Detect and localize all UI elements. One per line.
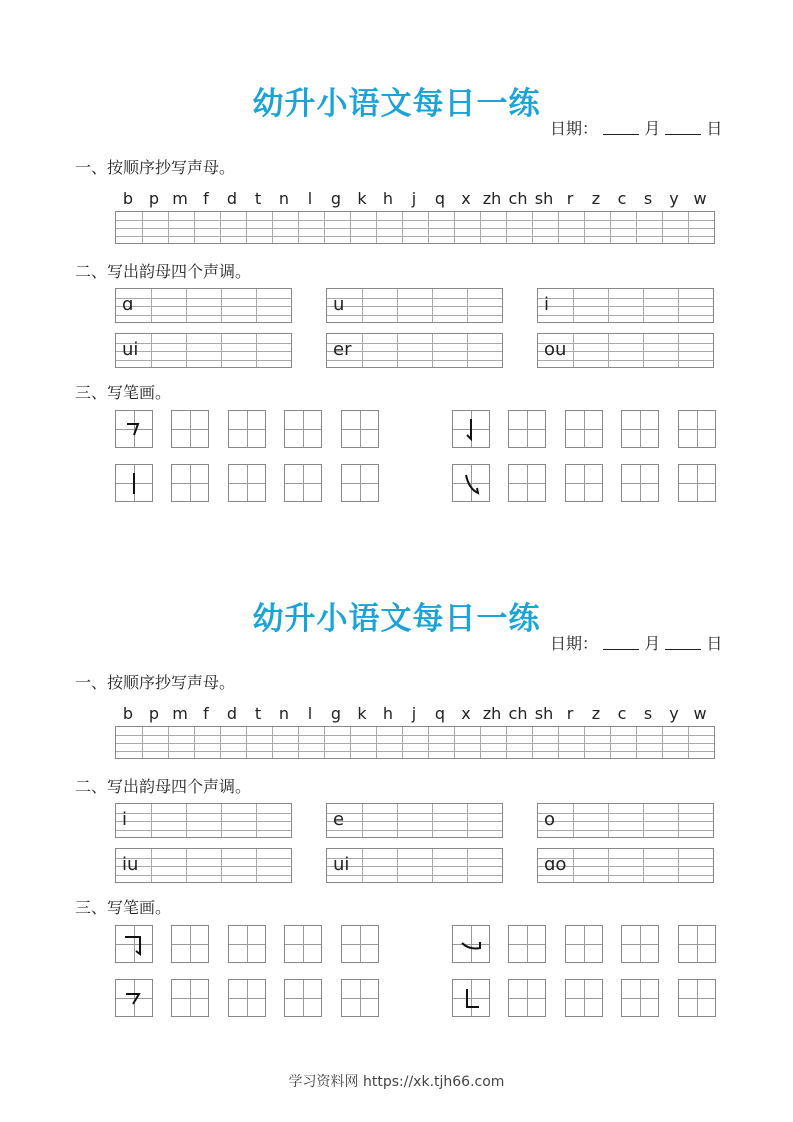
initial-letter: h — [382, 189, 394, 208]
grid-line — [538, 298, 713, 299]
initial-letter: t — [254, 704, 262, 723]
section1-heading: 一、按顺序抄写声母。 — [75, 158, 236, 177]
worksheet-title: 幼升小语文每日一练 — [252, 601, 541, 637]
tian-grid-cell[interactable] — [284, 464, 322, 502]
initial-letter: k — [357, 189, 367, 208]
tian-grid-cell[interactable] — [341, 410, 379, 448]
section3-heading: 三、写笔画。 — [75, 898, 172, 917]
vertical-stroke-icon — [116, 465, 152, 501]
final-label: o — [544, 809, 556, 830]
grid-line — [662, 212, 663, 243]
grid-line — [116, 298, 291, 299]
initial-letter: d — [226, 189, 238, 208]
grid-line — [246, 212, 247, 243]
grid-line — [584, 727, 585, 758]
grid-line — [327, 343, 502, 344]
initial-letter: g — [330, 704, 342, 723]
grid-line — [376, 727, 377, 758]
grid-line — [402, 212, 403, 243]
tian-grid-cell[interactable] — [678, 410, 716, 448]
grid-line — [324, 212, 325, 243]
tian-grid-cell[interactable] — [565, 979, 603, 1017]
grid-line — [327, 830, 502, 831]
grid-line — [116, 821, 291, 822]
grid-line — [480, 212, 481, 243]
tian-grid-cell[interactable] — [508, 464, 546, 502]
tian-grid-cell[interactable] — [508, 979, 546, 1017]
grid-line — [538, 813, 713, 814]
grid-line — [142, 727, 143, 758]
grid-line — [610, 727, 611, 758]
initial-letter: zh — [482, 189, 502, 208]
grid-line — [506, 727, 507, 758]
initial-letter: f — [203, 189, 209, 208]
tian-grid-cell[interactable] — [171, 979, 209, 1017]
tone-box[interactable] — [537, 848, 714, 883]
tone-box[interactable] — [115, 848, 292, 883]
initials-writing-grid[interactable] — [115, 211, 715, 244]
month-label: 月 — [644, 634, 661, 653]
final-label: ui — [122, 339, 139, 360]
tian-grid-cell[interactable] — [284, 925, 322, 963]
initials-row — [115, 704, 715, 723]
day-label: 日 — [706, 119, 723, 138]
initial-letter: n — [278, 704, 290, 723]
grid-line — [402, 727, 403, 758]
final-label: ɑ — [122, 294, 134, 315]
initial-letter: w — [693, 189, 707, 208]
grid-line — [584, 212, 585, 243]
initial-letter: h — [382, 704, 394, 723]
final-label: er — [333, 339, 352, 360]
initial-letter: s — [643, 189, 653, 208]
grid-line — [454, 727, 455, 758]
tian-grid-cell[interactable] — [565, 464, 603, 502]
tian-grid-cell[interactable] — [678, 979, 716, 1017]
grid-line — [116, 751, 714, 752]
tian-grid-cell[interactable] — [621, 410, 659, 448]
tone-box[interactable] — [115, 333, 292, 368]
date-line — [550, 631, 722, 654]
initial-letter: x — [461, 189, 471, 208]
grid-line — [116, 315, 291, 316]
grid-line — [327, 351, 502, 352]
grid-line — [636, 727, 637, 758]
initials-writing-grid[interactable] — [115, 726, 715, 759]
initial-letter: y — [669, 189, 679, 208]
vertical-bend-stroke-icon — [453, 980, 489, 1016]
grid-line — [116, 875, 291, 876]
grid-line — [538, 360, 713, 361]
final-label: ɑo — [544, 854, 567, 875]
tian-grid-cell[interactable] — [508, 925, 546, 963]
grid-line — [220, 727, 221, 758]
initial-letter: b — [122, 704, 134, 723]
initial-letter: p — [148, 704, 160, 723]
initial-letter: r — [566, 189, 574, 208]
grid-line — [532, 212, 533, 243]
initial-letter: c — [617, 704, 627, 723]
initials-row — [115, 189, 715, 208]
day-blank[interactable] — [665, 119, 701, 135]
grid-line — [327, 866, 502, 867]
tian-grid-cell[interactable] — [678, 925, 716, 963]
grid-line — [116, 306, 291, 307]
lying-hook-stroke-icon — [453, 926, 489, 962]
grid-line — [506, 212, 507, 243]
tian-grid-cell[interactable] — [228, 979, 266, 1017]
tian-grid-stroke-sample — [452, 410, 490, 448]
initial-letter: sh — [534, 189, 554, 208]
grid-line — [272, 727, 273, 758]
grid-line — [327, 875, 502, 876]
grid-line — [116, 351, 291, 352]
grid-line — [116, 220, 714, 221]
grid-line — [538, 315, 713, 316]
grid-line — [538, 821, 713, 822]
initial-letter: j — [411, 704, 417, 723]
initial-letter: b — [122, 189, 134, 208]
initial-letter: l — [307, 189, 313, 208]
tian-grid-cell[interactable] — [565, 925, 603, 963]
grid-line — [480, 727, 481, 758]
grid-line — [662, 727, 663, 758]
initial-letter: x — [461, 704, 471, 723]
month-label: 月 — [644, 119, 661, 138]
grid-line — [116, 735, 714, 736]
grid-line — [538, 306, 713, 307]
tian-grid-cell[interactable] — [621, 925, 659, 963]
initial-letter: y — [669, 704, 679, 723]
tian-grid-stroke-sample — [115, 925, 153, 963]
final-label: i — [544, 294, 550, 315]
initial-letter: r — [566, 704, 574, 723]
grid-line — [116, 830, 291, 831]
horizontal-fold-stroke-icon — [116, 411, 152, 447]
day-label: 日 — [706, 634, 723, 653]
grid-line — [116, 343, 291, 344]
grid-line — [610, 212, 611, 243]
grid-line — [194, 727, 195, 758]
grid-line — [327, 315, 502, 316]
grid-line — [350, 212, 351, 243]
final-label: e — [333, 809, 345, 830]
initial-letter: z — [591, 189, 601, 208]
grid-line — [168, 727, 169, 758]
day-blank[interactable] — [665, 634, 701, 650]
grid-line — [558, 727, 559, 758]
tian-grid-cell[interactable] — [284, 410, 322, 448]
diagonal-hook-stroke-icon — [453, 465, 489, 501]
initial-letter: d — [226, 704, 238, 723]
initial-letter: s — [643, 704, 653, 723]
section3-heading: 三、写笔画。 — [75, 383, 172, 402]
final-label: i — [122, 809, 128, 830]
tian-grid-cell[interactable] — [228, 925, 266, 963]
grid-line — [538, 830, 713, 831]
grid-line — [350, 727, 351, 758]
worksheet-1 — [0, 0, 793, 515]
tian-grid-cell[interactable] — [171, 410, 209, 448]
tian-grid-cell[interactable] — [171, 464, 209, 502]
tone-box[interactable] — [326, 288, 503, 323]
initial-letter: l — [307, 704, 313, 723]
tone-box[interactable] — [326, 333, 503, 368]
tian-grid-cell[interactable] — [341, 979, 379, 1017]
grid-line — [116, 743, 714, 744]
vertical-hook-stroke-icon — [453, 411, 489, 447]
grid-line — [298, 727, 299, 758]
tian-grid-stroke-sample — [115, 979, 153, 1017]
grid-line — [454, 212, 455, 243]
grid-line — [558, 212, 559, 243]
grid-line — [272, 212, 273, 243]
date-line — [550, 116, 722, 139]
grid-line — [327, 821, 502, 822]
initial-letter: z — [591, 704, 601, 723]
tone-box[interactable] — [537, 288, 714, 323]
tian-grid-stroke-sample — [452, 464, 490, 502]
grid-line — [116, 813, 291, 814]
grid-line — [327, 298, 502, 299]
grid-line — [194, 212, 195, 243]
grid-line — [116, 858, 291, 859]
grid-line — [116, 228, 714, 229]
horizontal-slant-hook-stroke-icon — [116, 980, 152, 1016]
tian-grid-cell[interactable] — [678, 464, 716, 502]
tian-grid-cell[interactable] — [284, 979, 322, 1017]
tian-grid-cell[interactable] — [621, 979, 659, 1017]
tone-box[interactable] — [115, 288, 292, 323]
initial-letter: m — [172, 189, 188, 208]
month-blank[interactable] — [603, 119, 639, 135]
tone-box[interactable] — [326, 803, 503, 838]
tian-grid-cell[interactable] — [565, 410, 603, 448]
grid-line — [168, 212, 169, 243]
grid-line — [324, 727, 325, 758]
initial-letter: j — [411, 189, 417, 208]
tian-grid-cell[interactable] — [228, 464, 266, 502]
tone-box[interactable] — [115, 803, 292, 838]
initial-letter: p — [148, 189, 160, 208]
tian-grid-stroke-sample — [452, 925, 490, 963]
initial-letter: f — [203, 704, 209, 723]
grid-line — [688, 212, 689, 243]
grid-line — [298, 212, 299, 243]
tian-grid-stroke-sample — [452, 979, 490, 1017]
tian-grid-cell[interactable] — [341, 925, 379, 963]
grid-line — [532, 727, 533, 758]
grid-line — [142, 212, 143, 243]
tian-grid-cell[interactable] — [171, 925, 209, 963]
section2-heading: 二、写出韵母四个声调。 — [75, 777, 252, 796]
initial-letter: k — [357, 704, 367, 723]
grid-line — [376, 212, 377, 243]
grid-line — [116, 360, 291, 361]
initial-letter: c — [617, 189, 627, 208]
grid-line — [327, 360, 502, 361]
grid-line — [636, 212, 637, 243]
worksheet-2 — [0, 515, 793, 1030]
grid-line — [538, 875, 713, 876]
section1-heading: 一、按顺序抄写声母。 — [75, 673, 236, 692]
tian-grid-stroke-sample — [115, 410, 153, 448]
initial-letter: ch — [508, 704, 528, 723]
initial-letter: w — [693, 704, 707, 723]
date-label: 日期： — [550, 119, 599, 138]
grid-line — [428, 212, 429, 243]
grid-line — [116, 866, 291, 867]
grid-line — [428, 727, 429, 758]
footer-source: 学习资料网 https://xk.tjh66.com — [288, 1074, 505, 1090]
grid-line — [688, 727, 689, 758]
grid-line — [327, 813, 502, 814]
section2-heading: 二、写出韵母四个声调。 — [75, 262, 252, 281]
final-label: iu — [122, 854, 139, 875]
final-label: ou — [544, 339, 567, 360]
tian-grid-cell[interactable] — [621, 464, 659, 502]
initial-letter: n — [278, 189, 290, 208]
worksheet-title: 幼升小语文每日一练 — [252, 86, 541, 122]
grid-line — [327, 306, 502, 307]
grid-line — [327, 858, 502, 859]
final-label: ui — [333, 854, 350, 875]
initial-letter: m — [172, 704, 188, 723]
tian-grid-cell[interactable] — [228, 410, 266, 448]
tian-grid-cell[interactable] — [508, 410, 546, 448]
grid-line — [116, 236, 714, 237]
initial-letter: q — [434, 704, 446, 723]
grid-line — [246, 727, 247, 758]
initial-letter: sh — [534, 704, 554, 723]
initial-letter: g — [330, 189, 342, 208]
tone-box[interactable] — [537, 803, 714, 838]
date-label: 日期： — [550, 634, 599, 653]
tian-grid-stroke-sample — [115, 464, 153, 502]
month-blank[interactable] — [603, 634, 639, 650]
tone-box[interactable] — [326, 848, 503, 883]
initial-letter: ch — [508, 189, 528, 208]
horizontal-fold-hook-stroke-icon — [116, 926, 152, 962]
grid-line — [220, 212, 221, 243]
final-label: u — [333, 294, 345, 315]
initial-letter: q — [434, 189, 446, 208]
initial-letter: t — [254, 189, 262, 208]
initial-letter: zh — [482, 704, 502, 723]
tone-box[interactable] — [537, 333, 714, 368]
tian-grid-cell[interactable] — [341, 464, 379, 502]
